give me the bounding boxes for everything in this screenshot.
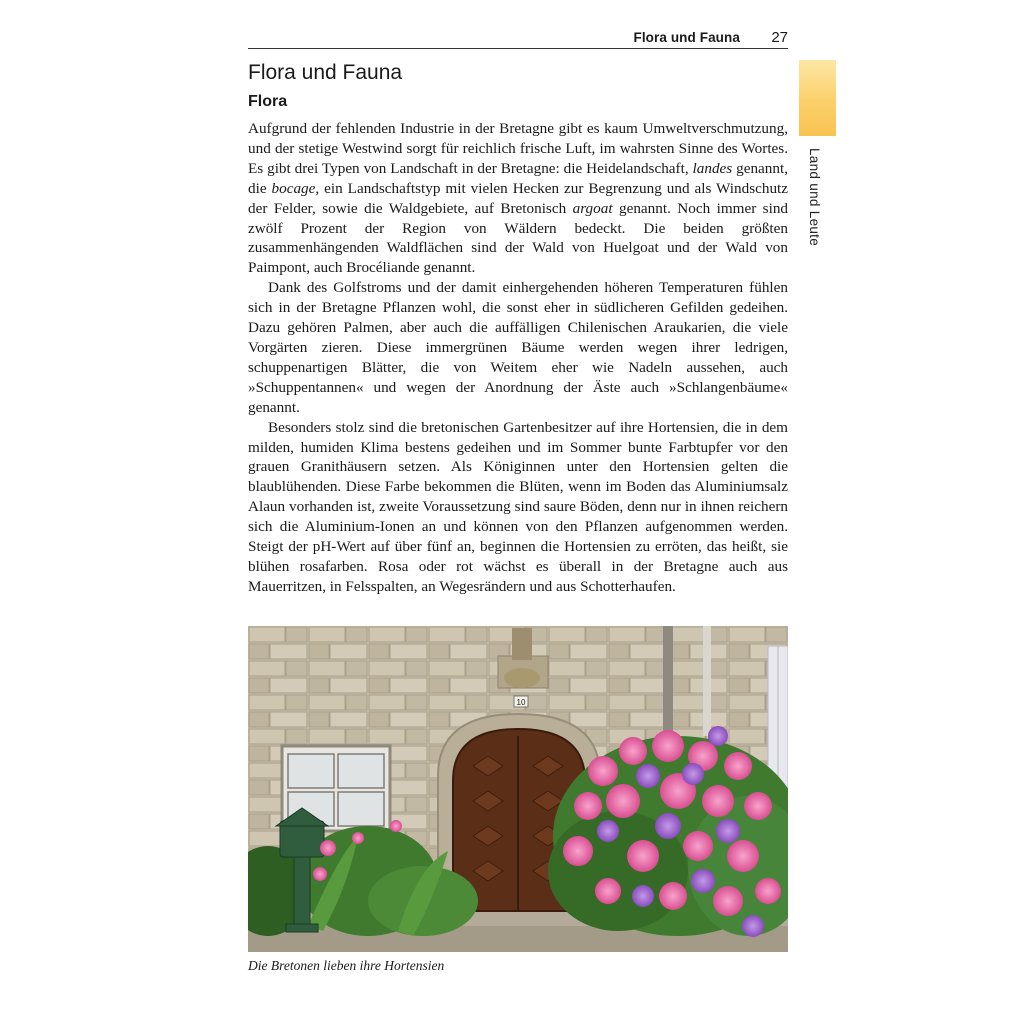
- page-number: 27: [771, 29, 788, 46]
- running-head: [248, 28, 788, 49]
- text-run: Dank des Golfstroms und der damit einhergehenden höheren Temperaturen fühlen sich in der Bretagne Pflanzen wohl, die sonst eher in südlicheren Gefilden gedeihen. Dazu gehören Palmen, aber auch die auffälligen Chilenischen Araukarien, die viele Vorgärten zieren. Diese immergrünen Bäume werden wegen ihrer ledrigen, schuppenartigen Blätter, die von Weitem eher wie Nadeln aussehen, auch »Schuppentannen« und wegen der Anordnung der Äste auch »Schlangenbäume« genannt.: [248, 279, 788, 416]
- text-run: ein Landschaftstyp mit vielen Hecken zur Begrenzung und als Windschutz der Felder, sowie die Waldgebiete, auf Bretonisch: [248, 179, 788, 217]
- body-paragraph: [248, 278, 788, 417]
- text-run: genannt, die: [248, 159, 788, 197]
- chapter-side-label: Land und Leute: [807, 148, 822, 247]
- italic-term: bocage,: [271, 179, 320, 197]
- body-paragraph: [248, 119, 788, 278]
- photo-illustration: [248, 626, 788, 952]
- text-run: Aufgrund der fehlenden Industrie in der Bretagne gibt es kaum Umweltverschmutzung, und der stetige Westwind sorgt für reichlich frische Luft, im wahrsten Sinne des Wortes. Es gibt drei Typen von Landschaft in der Bretagne: die Heidelandschaft,: [248, 120, 788, 177]
- body-text: [248, 119, 788, 597]
- house-number: 10: [516, 698, 526, 707]
- italic-term: argoat: [572, 199, 613, 217]
- body-paragraph: [248, 418, 788, 597]
- chapter-thumb-tab: [799, 60, 836, 136]
- running-head-title: Flora und Fauna: [633, 30, 740, 45]
- text-run: genannt. Noch immer sind zwölf Prozent der Region von Wäldern bedeckt. Die beiden größten zusammenhängenden Waldflächen sind der Wald von Huelgoat und der Wald von Paimpont, auch Brocéliande genannt.: [248, 199, 789, 277]
- photo-hydrangeas: [248, 626, 788, 952]
- text-run: Besonders stolz sind die bretonischen Gartenbesitzer auf ihre Hortensien, die in dem milden, humiden Klima bestens gedeihen und im Sommer bunte Farbtupfer vor den grauen Granithäusern setzen. Als Königinnen unter den Hortensien gelten die blaublühenden. Diese Farbe bekommen die Blüten, wenn im Boden das Aluminiumsalz Alaun vorhanden ist, zweite Voraussetzung sind saure Böden, denn nur in ihnen reichern sich die Aluminium-Ionen an und können von den Pflanzen aufgenommen werden. Steigt der pH-Wert auf über fünf an, beginnen die Hortensien zu erröten, das heißt, sie blühen rosafarben. Rosa oder rot wächst es überall in der Bretagne auch aus Mauerritzen, in Felsspalten, an Wegesrändern und aus Schotterhaufen.: [248, 418, 788, 595]
- photo-caption: Die Bretonen lieben ihre Hortensien: [248, 958, 445, 973]
- italic-term: landes: [692, 159, 733, 177]
- chapter-title: Flora und Fauna: [248, 61, 403, 84]
- section-title: Flora: [248, 93, 288, 110]
